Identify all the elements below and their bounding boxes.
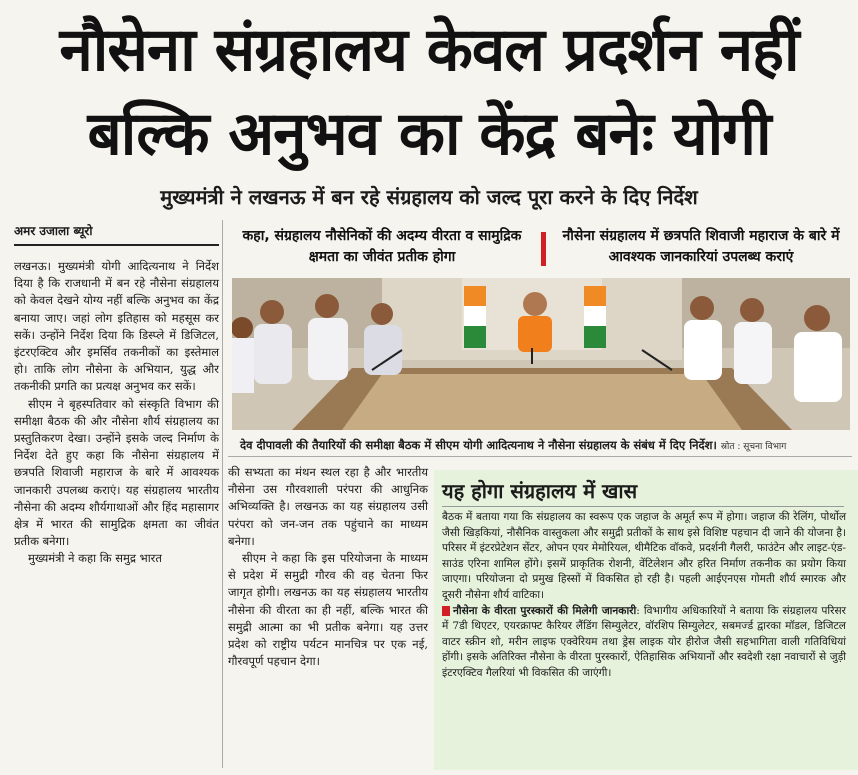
headline-line-2: बल्कि अनुभव का केंद्र बनेः योगी [87,99,771,169]
highlight-separator-bar [541,232,546,266]
feature-box-subhead: नौसेना के वीरता पुरस्कारों की मिलेगी जानकारी [453,604,637,617]
photo-caption-text: देव दीपावली की तैयारियों की समीक्षा बैठक में सीएम योगी आदित्यनाथ ने नौसेना संग्रहालय के संबंध में दिए निर्देश। [240,438,717,452]
byline: अमर उजाला ब्यूरो [14,224,93,238]
article-column-1 [14,258,219,568]
column-divider [222,220,223,768]
feature-box-divider [442,506,844,507]
article-paragraph: मुख्यमंत्री ने कहा कि समुद्र भारत [28,551,162,566]
red-square-icon [442,606,450,616]
article-paragraph: की सभ्यता का मंथन स्थल रहा है और भारतीय नौसेना उस गौरवशाली परंपरा की आधुनिक अभिव्यक्ति है। लखनऊ का यह संग्रहालय उसी परंपरा को जन-जन तक पहुंचाने का माध्यम बनेगा। [228,465,428,548]
article-paragraph: लखनऊ। मुख्यमंत्री योगी आदित्यनाथ ने निर्देश दिया है कि राजधानी में बन रहे नौसेना संग्रहालय को केवल देखने योग्य नहीं बल्कि अनुभव का केंद्र बनाया जाए। जहां लोग इतिहास को महसूस कर सकें। उन्होंने निर्देश दिया कि डिस्प्ले में डिजिटल, इंटरएक्टिव और इमर्सिव तकनीकों का इस्तेमाल हो। ताकि लोग नौसेना के अभियान, युद्ध और तकनीकी प्रगति का प्रत्यक्ष अनुभव कर सकें। [14,259,219,394]
feature-box-title: यह होगा संग्रहालय में खास [442,479,638,503]
feature-box-text [442,510,846,682]
headline-line-1: नौसेना संग्रहालय केवल प्रदर्शन नहीं [59,15,799,85]
highlight-quote-1: कहा, संग्रहालय नौसेनिकों की अदम्य वीरता व सामुद्रिक क्षमता का जीवंत प्रतीक होगा [242,228,522,265]
meeting-photo-illustration [232,278,850,430]
feature-box-paragraph-text: : विभागीय अधिकारियों ने बताया कि संग्रहालय परिसर में 7डी थिएटर, एयरक्राफ्ट कैरियर लैंडिंग सिम्युलेटर, वॉरशिप सिम्युलेटर, सबमर्ज्ड द्वारका मॉडल, डिजिटल वाटर स्क्रीन शो, मरीन लाइफ एक्वेरियम तथा ड्रेस लाइक योर हीरोज जैसी सहभागिता वाली गतिविधियां होंगी। इसके अतिरिक्त नौसेना के वीरता पुरस्कारों, ऐतिहासिक अभियानों और स्वदेशी रक्षा नवाचारों से जुड़ी इंटरएक्टिव गैलरियां भी विकसित की जाएंगी। [442,604,846,679]
article-column-2 [228,464,428,670]
highlight-quote-2: नौसेना संग्रहालय में छत्रपति शिवाजी महाराज के बारे में आवश्यक जानकारियां उपलब्ध कराएं [562,228,840,265]
feature-box-paragraph [442,604,846,682]
article-paragraph: सीएम ने कहा कि इस परियोजना के माध्यम से प्रदेश में समुद्री गौरव की वह चेतना फिर जागृत होगी। लखनऊ का यह संग्रहालय भारतीय नौसेना की वीरता का ही नहीं, बल्कि भारत की समुद्री आत्मा का भी प्रतीक बनेगा। यह उत्तर प्रदेश को राष्ट्रीय पर्यटन मानचित्र पर एक नई, गौरवपूर्ण पहचान देगा। [228,551,428,669]
byline-divider [14,244,219,246]
meeting-photo [232,278,850,430]
subheadline: मुख्यमंत्री ने लखनऊ में बन रहे संग्रहालय को जल्द पूरा करने के दिए निर्देश [160,185,698,209]
article-paragraph: सीएम ने बृहस्पतिवार को संस्कृति विभाग की समीक्षा बैठक की और नौसेना शौर्य संग्रहालय का प्रस्तुतिकरण देखा। उन्होंने इसके जल्द निर्माण के निर्देश देते हुए कहा कि नौसेना संग्रहालय में छत्रपति शिवाजी महाराज के बारे में आवश्यक जानकारी उपलब्ध कराएं। यह संग्रहालय भारतीय नौसेना की अदम्य शौर्यगाथाओं और हिंद महासागर क्षेत्र में भारत की सामुद्रिक क्षमता का जीवंत प्रतीक बनेगा। [14,396,219,549]
feature-box-paragraph: बैठक में बताया गया कि संग्रहालय का स्वरूप एक जहाज के अमूर्त रूप में होगा। जहाज की रेलिंग, पोर्थोल जैसी खिड़कियां, नौसैनिक वास्तुकला और समुद्री प्रतीकों के साथ इसे विशिष्ट पहचान दी जाने की योजना है। परिसर में इंटरप्रेटेशन सेंटर, ओपन एयर मेमोरियल, थीमैटिक वॉकवे, प्रदर्शनी गैलरी, फाउंटेन और लाइट-एंड-साउंड एरिना शामिल होंगे। इसमें प्राकृतिक रोशनी, वेंटिलेशन और हरित निर्माण तकनीक का प्रयोग किया जाएगा। परियोजना दो प्रमुख हिस्सों में विकसित हो रही है। पहली आईएनएस गोमती शौर्य स्मारक और दूसरी नौसेना शौर्य वाटिका। [442,511,846,601]
photo-caption [240,437,840,455]
photo-caption-source: स्रोत : सूचना विभाग [720,442,787,452]
